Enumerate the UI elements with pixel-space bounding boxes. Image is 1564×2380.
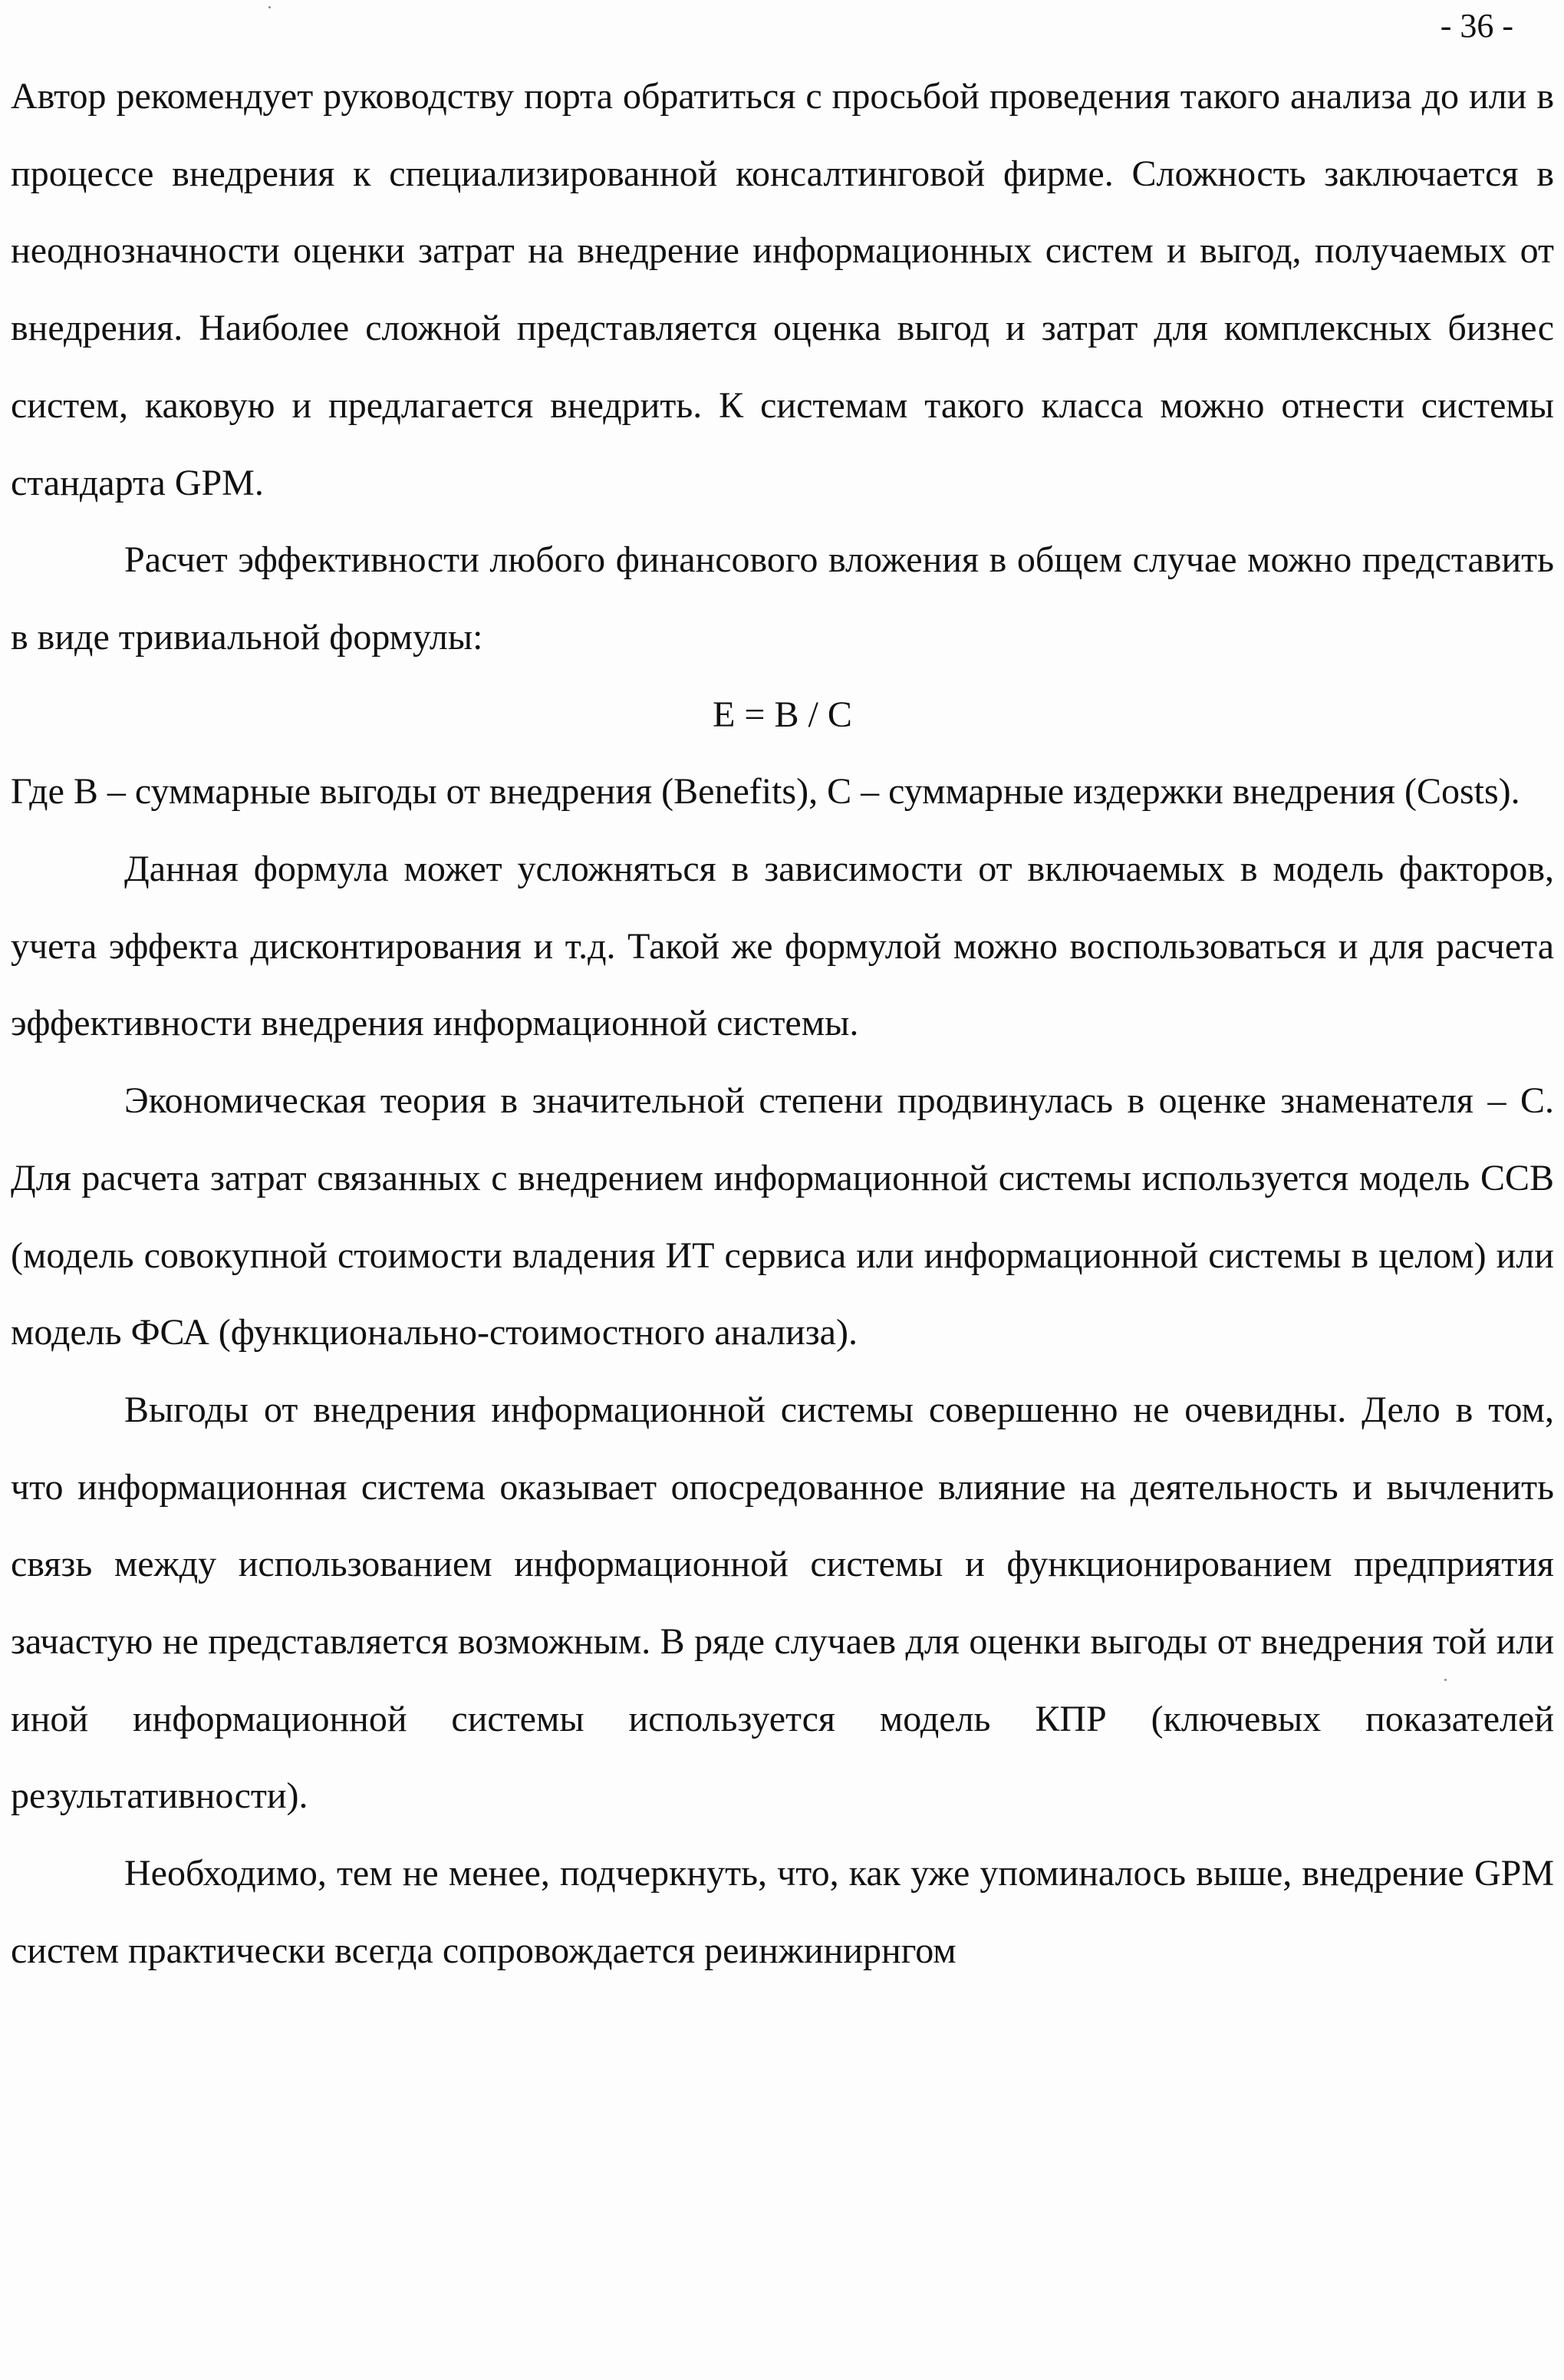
paragraph-recommendation: Автор рекомендует руководству порта обратиться с просьбой проведения такого анализа до или в процессе внедрения к специализированной консалтинговой фирме. Сложность заключается в неоднозначности оценки затрат на внедрение информационных систем и выгод, получаемых от внедрения. Наиболее сложной представляется оценка выгод и затрат для комплексных бизнес систем, каковую и предлагается внедрить. К системам такого класса можно отнести системы стандарта GPM. [11,76,1554,503]
paragraph-benefits: Выгоды от внедрения информационной системы совершенно не очевидны. Дело в том, что информационная система оказывает опосредованное влияние на деятельность и вычленить связь между использованием информационной системы и функционированием предприятия зачастую не представляется возможным. В ряде случаев для оценки выгоды от внедрения той или иной информационной системы используется модель КПР (ключевых показателей результативности). [11,1389,1554,1817]
scan-speck [1444,1679,1447,1681]
body-text [11,58,1554,1990]
scan-speck [268,6,271,8]
formula: E = B / C [713,694,852,735]
paragraph-economic-theory: Экономическая теория в значительной степени продвинулась в оценке знаменателя – C. Для расчета затрат связанных с внедрением информационной системы используется модель ССВ (модель совокупной стоимости владения ИТ сервиса или информационной системы в целом) или модель ФСА (функционально-стоимостного анализа). [11,1080,1554,1353]
paragraph-formula-complexity: Данная формула может усложняться в зависимости от включаемых в модель факторов, учета эффекта дисконтирования и т.д. Такой же формулой можно воспользоваться и для расчета эффективности внедрения информационной системы. [11,849,1554,1044]
page-number: - 36 - [1440,7,1513,45]
paragraph-efficiency-intro: Расчет эффективности любого финансового вложения в общем случае можно представить в виде тривиальной формулы: [11,539,1554,658]
paragraph-formula-definition: Где B – суммарные выгоды от внедрения (Benefits), C – суммарные издержки внедрения (Costs). [11,771,1520,813]
paragraph-conclusion: Необходимо, тем не менее, подчеркнуть, что, как уже упоминалось выше, внедрение GPM систем практически всегда сопровождается реинжинирнгом [11,1853,1554,1971]
